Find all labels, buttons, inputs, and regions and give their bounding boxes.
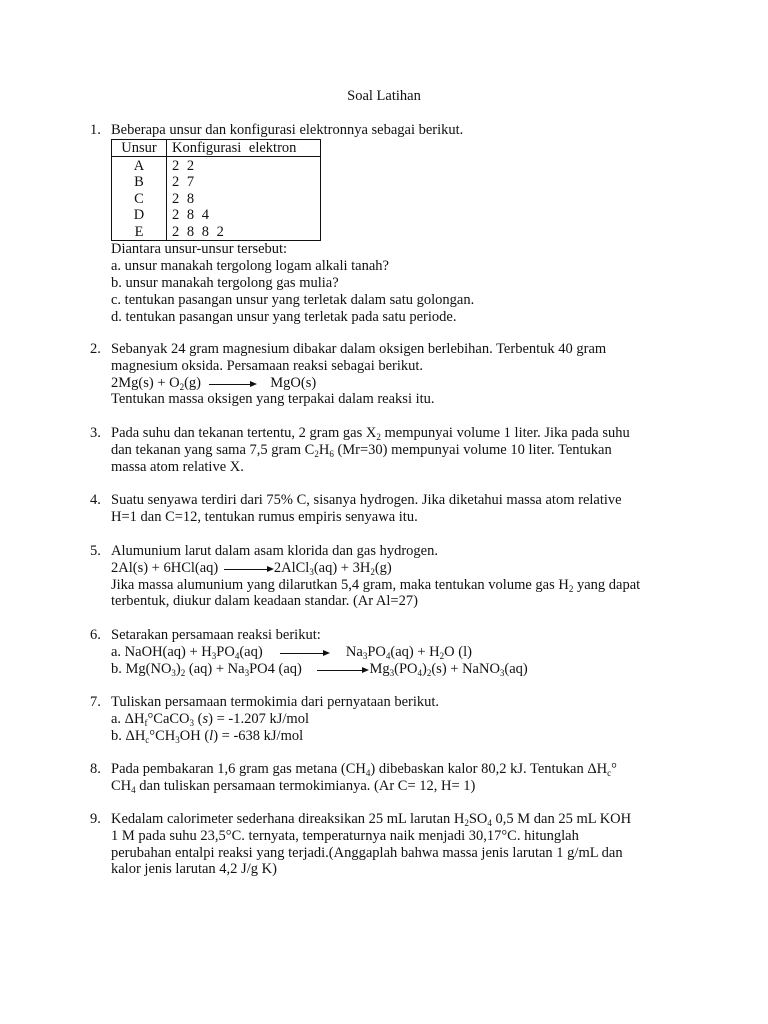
question-text bbox=[111, 778, 690, 795]
question-number: 2. bbox=[90, 341, 101, 357]
subscript: 2 bbox=[314, 448, 319, 459]
text-run: Jika massa alumunium yang dilarutkan 5,4 gram, maka tentukan volume gas H bbox=[111, 576, 569, 593]
reaction-arrow-icon bbox=[224, 563, 274, 573]
equation-text: O (l) bbox=[444, 643, 472, 660]
question-number: 8. bbox=[90, 761, 101, 777]
question-text bbox=[111, 811, 690, 828]
text-run: °CH bbox=[149, 727, 176, 744]
table-row bbox=[112, 174, 321, 191]
question-number: 1. bbox=[90, 122, 101, 138]
equation-subscript: 2 bbox=[180, 667, 186, 678]
question-text bbox=[111, 425, 690, 442]
question-text: H=1 dan C=12, tentukan rumus empiris senyawa itu. bbox=[111, 508, 418, 525]
thermochemical-statement bbox=[111, 728, 690, 745]
equation-subscript: 4 bbox=[385, 650, 391, 661]
question-text: Beberapa unsur dan konfigurasi elektronnya sebagai berikut. bbox=[111, 122, 464, 138]
state-symbol: s bbox=[202, 710, 209, 727]
question-number: 5. bbox=[90, 543, 101, 559]
text-run: (Mr=30) mempunyai volume 10 liter. Tentukan bbox=[333, 441, 612, 458]
text-run: dan tekanan yang sama 7,5 gram C bbox=[111, 441, 315, 458]
question-3 bbox=[90, 425, 690, 475]
sub-question: b. unsur manakah tergolong gas mulia? bbox=[111, 274, 339, 291]
equation-text: PO bbox=[216, 643, 235, 660]
equation-subscript: 3 bbox=[499, 667, 505, 678]
table-cell: 2 8 8 2 bbox=[167, 224, 321, 241]
equation-text: 2Al(s) + 6HCl(aq) bbox=[111, 559, 219, 576]
question-5 bbox=[90, 543, 690, 610]
equation-text: (g) bbox=[374, 559, 392, 576]
equation-subscript: 3 bbox=[171, 667, 176, 678]
text-run: 0,5 M dan 25 mL KOH bbox=[491, 811, 632, 827]
equation-text: a. NaOH(aq) + H bbox=[111, 643, 212, 660]
text-run: Pada suhu dan tekanan tertentu, 2 gram gas X bbox=[111, 425, 377, 441]
table-row bbox=[112, 224, 321, 241]
equation-subscript: 2 bbox=[426, 667, 432, 678]
question-4 bbox=[90, 492, 690, 526]
text-run: yang dapat bbox=[573, 576, 641, 593]
subscript: 6 bbox=[329, 448, 334, 459]
reaction-equation bbox=[111, 661, 690, 678]
question-text: terbentuk, diukur dalam keadaan standar. (Ar Al=27) bbox=[111, 593, 418, 610]
table-header-cell: Unsur bbox=[112, 139, 167, 157]
equation-text: (aq) bbox=[504, 660, 528, 677]
equation-subscript: 4 bbox=[234, 650, 240, 661]
table-cell: E bbox=[112, 224, 167, 241]
equation-text: PO4 (aq) bbox=[249, 660, 302, 677]
sub-question: c. tentukan pasangan unsur yang terletak dalam satu golongan. bbox=[111, 291, 475, 308]
text-run: CH bbox=[111, 777, 132, 794]
question-text: perubahan entalpi reaksi yang terjadi.(Anggaplah bahwa massa jenis larutan 1 g/mL dan bbox=[111, 844, 623, 861]
reaction-equation bbox=[111, 375, 690, 392]
question-text: massa atom relative X. bbox=[111, 458, 244, 475]
subscript: c bbox=[607, 768, 612, 778]
question-number: 7. bbox=[90, 694, 101, 710]
question-text: Diantara unsur-unsur tersebut: bbox=[111, 241, 288, 258]
equation-text: ) bbox=[422, 660, 427, 677]
question-text: magnesium oksida. Persamaan reaksi sebagai berikut. bbox=[111, 357, 424, 374]
state-symbol: l bbox=[209, 727, 214, 744]
table-row bbox=[112, 207, 321, 224]
table-header-row bbox=[112, 139, 321, 157]
subscript: 2 bbox=[464, 818, 469, 828]
question-text: Tentukan massa oksigen yang terpakai dalam reaksi itu. bbox=[111, 391, 435, 408]
equation-text: (g) bbox=[184, 374, 202, 391]
question-number: 9. bbox=[90, 811, 101, 827]
table-cell: 2 2 bbox=[167, 157, 321, 174]
subscript: 4 bbox=[131, 784, 136, 795]
text-run: SO bbox=[468, 811, 488, 827]
table-row bbox=[112, 157, 321, 174]
text-run: H bbox=[318, 441, 330, 458]
question-text: Setarakan persamaan reaksi berikut: bbox=[111, 627, 321, 643]
reaction-arrow-icon bbox=[209, 378, 257, 388]
equation-text: PO bbox=[367, 643, 386, 660]
equation-subscript: 3 bbox=[389, 667, 395, 678]
subscript: f bbox=[144, 717, 148, 728]
table-cell: A bbox=[112, 157, 167, 174]
equation-text: Mg bbox=[369, 660, 390, 677]
reaction-equation bbox=[111, 560, 690, 577]
question-text bbox=[111, 577, 690, 594]
subscript: 3 bbox=[189, 717, 195, 728]
text-run: mempunyai volume 1 liter. Jika pada suhu bbox=[380, 425, 630, 441]
table-cell: 2 8 4 bbox=[167, 207, 321, 224]
table-cell: D bbox=[112, 207, 167, 224]
equation-text: (s) + NaNO bbox=[431, 660, 500, 677]
table-cell: B bbox=[112, 174, 167, 191]
equation-text: MgO(s) bbox=[270, 374, 317, 391]
equation-subscript: 2 bbox=[439, 650, 445, 661]
question-number: 3. bbox=[90, 425, 101, 441]
equation-subscript: 3 bbox=[244, 667, 250, 678]
equation-subscript: 3 bbox=[309, 566, 314, 577]
reaction-arrow-icon bbox=[317, 664, 369, 674]
page-title: Soal Latihan bbox=[347, 88, 421, 104]
thermochemical-statement bbox=[111, 711, 690, 728]
reaction-equation bbox=[111, 644, 690, 661]
subscript: 2 bbox=[568, 583, 574, 594]
electron-configuration-table bbox=[111, 139, 321, 242]
question-text: kalor jenis larutan 4,2 J/g K) bbox=[111, 861, 277, 878]
reaction-arrow-icon bbox=[280, 647, 330, 657]
text-run: OH ( bbox=[179, 727, 210, 744]
question-9 bbox=[90, 811, 690, 878]
equation-text: 2Mg(s) + O bbox=[111, 374, 180, 391]
equation-subscript: 4 bbox=[417, 667, 422, 678]
equation-text: (aq) bbox=[239, 643, 263, 660]
equation-text: (aq) + H bbox=[390, 643, 440, 660]
sub-question: d. tentukan pasangan unsur yang terletak pada satu periode. bbox=[111, 308, 457, 325]
text-run: Pada pembakaran 1,6 gram gas metana (CH bbox=[111, 761, 366, 777]
text-run: dan tuliskan persamaan termokimianya. (Ar C= 12, H= 1) bbox=[135, 777, 476, 794]
question-text: Alumunium larut dalam asam klorida dan gas hydrogen. bbox=[111, 543, 438, 559]
equation-subscript: 2 bbox=[370, 566, 375, 577]
question-text bbox=[111, 761, 690, 778]
equation-text: b. Mg(NO bbox=[111, 660, 172, 677]
equation-text: (aq) + 3H bbox=[313, 559, 371, 576]
question-number: 6. bbox=[90, 627, 101, 643]
question-text: Suatu senyawa terdiri dari 75% C, sisanya hydrogen. Jika diketahui massa atom relative bbox=[111, 492, 622, 508]
table-cell: 2 8 bbox=[167, 191, 321, 208]
table-row bbox=[112, 191, 321, 208]
equation-subscript: 2 bbox=[179, 381, 185, 392]
question-1 bbox=[90, 122, 690, 325]
question-8 bbox=[90, 761, 690, 795]
text-run: ° bbox=[611, 761, 617, 777]
text-run: °CaCO bbox=[147, 710, 190, 727]
subscript: 2 bbox=[376, 432, 381, 442]
table-header-cell: Konfigurasi elektron bbox=[167, 139, 321, 157]
sub-question: a. unsur manakah tergolong logam alkali tanah? bbox=[111, 258, 389, 275]
equation-text: (PO bbox=[394, 660, 418, 677]
text-run: ) = -638 kJ/mol bbox=[213, 727, 304, 744]
subscript: 3 bbox=[175, 734, 180, 745]
equation-subscript: 3 bbox=[362, 650, 368, 661]
question-6 bbox=[90, 627, 690, 677]
subscript: c bbox=[145, 734, 150, 745]
question-text: Sebanyak 24 gram magnesium dibakar dalam oksigen berlebihan. Terbentuk 40 gram bbox=[111, 341, 607, 357]
question-text: Tuliskan persamaan termokimia dari pernyataan berikut. bbox=[111, 694, 440, 710]
question-number: 4. bbox=[90, 492, 101, 508]
question-text bbox=[111, 442, 690, 459]
equation-subscript: 3 bbox=[211, 650, 217, 661]
table-cell: C bbox=[112, 191, 167, 208]
equation-text: 2AlCl bbox=[273, 559, 310, 576]
text-run: Kedalam calorimeter sederhana direaksikan 25 mL larutan H bbox=[111, 811, 465, 827]
subscript: 4 bbox=[487, 818, 492, 828]
subscript: 4 bbox=[365, 768, 371, 778]
text-run: ) dibebaskan kalor 80,2 kJ. Tentukan ΔH bbox=[370, 761, 608, 777]
text-run: a. ΔH bbox=[111, 710, 145, 727]
text-run: b. ΔH bbox=[111, 727, 146, 744]
text-run: ( bbox=[194, 710, 203, 727]
equation-text: Na bbox=[345, 643, 363, 660]
table-cell: 2 7 bbox=[167, 174, 321, 191]
question-2 bbox=[90, 341, 690, 408]
question-text: 1 M pada suhu 23,5°C. ternyata, temperaturnya naik menjadi 30,17°C. hitunglah bbox=[111, 827, 579, 844]
text-run: ) = -1.207 kJ/mol bbox=[208, 710, 309, 727]
question-7 bbox=[90, 694, 690, 744]
equation-text: (aq) + Na bbox=[185, 660, 245, 677]
equation-text: ) bbox=[175, 660, 181, 677]
